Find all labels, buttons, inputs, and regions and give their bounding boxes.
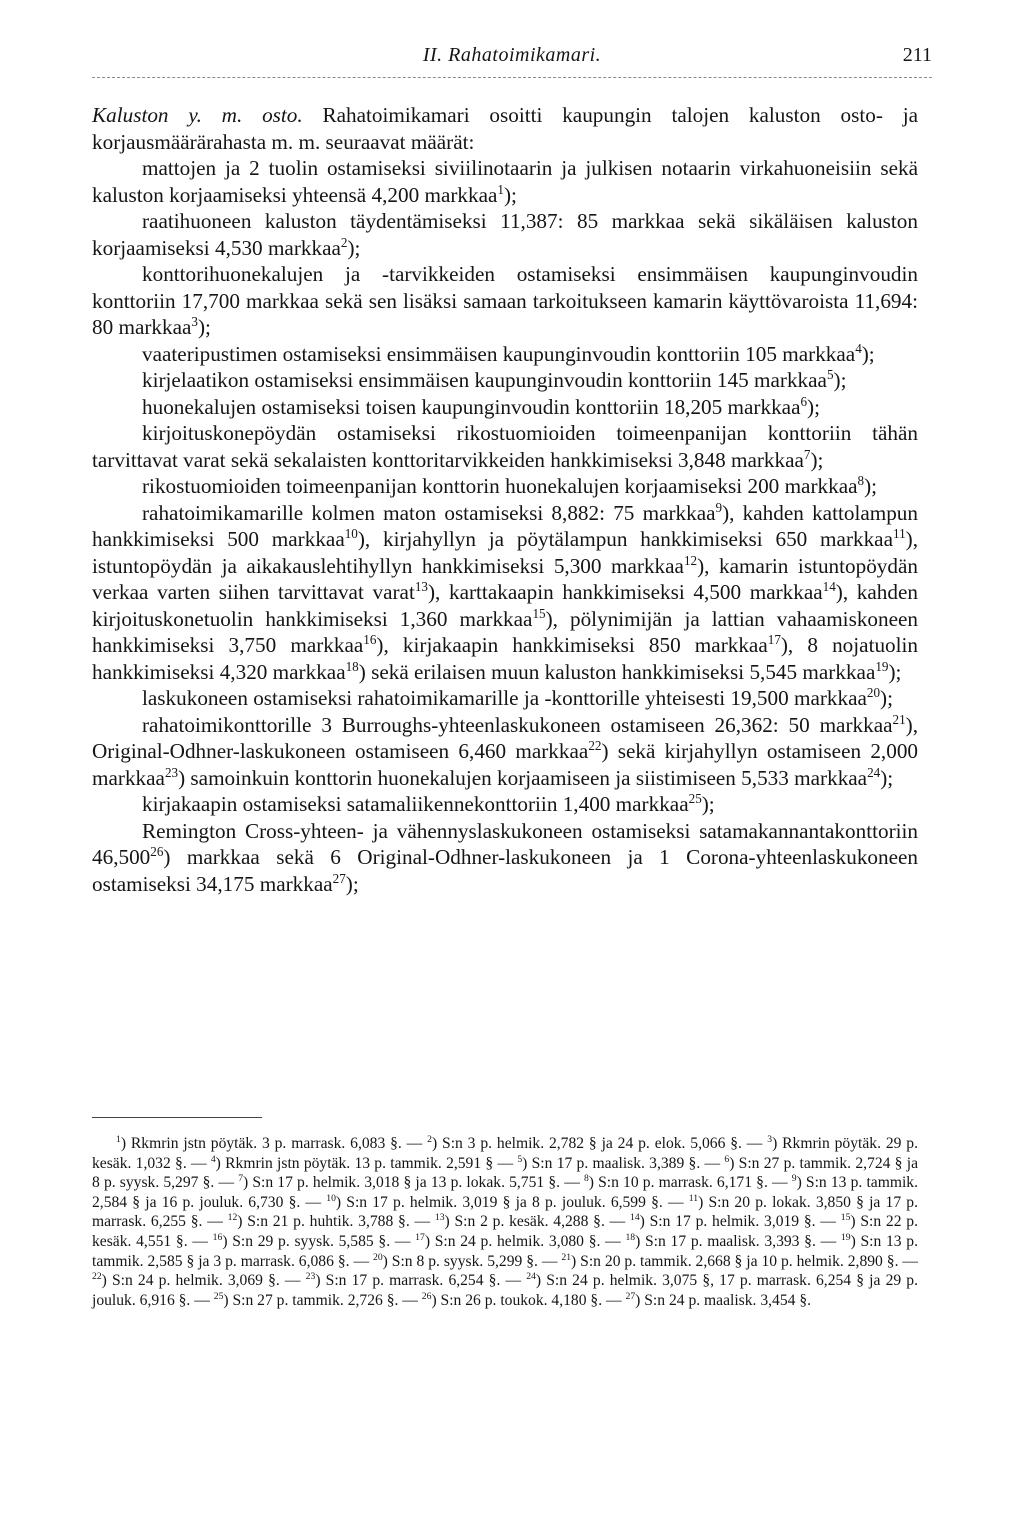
- entry-text: konttorihuonekalujen ja -tarvikkeiden ostamiseksi ensimmäisen kaupunginvoudin konttoriin 17,700 markkaa sekä sen lisäksi samaan tarkoitukseen kamarin käyttövaroista 11,694: 80 markkaa: [92, 262, 918, 339]
- entry-paragraph-rahatoimikamari: [92, 500, 918, 686]
- entry-paragraph: [92, 208, 918, 261]
- entry-text: vaateripustimen ostamiseksi ensimmäisen kaupunginvoudin konttoriin 105 markkaa: [142, 341, 856, 366]
- footnote-ref: 14: [822, 578, 836, 594]
- footnote-text: ) S:n 20 p. tammik. 2,668 § ja 10 p. helmik. 2,890 §. —: [571, 1252, 918, 1270]
- footnote-text: ) S:n 17 p. helmik. 3,019 §. —: [639, 1213, 841, 1231]
- footnote-text: ) S:n 24 p. helmik. 3,075 §, 17 p. marrask. 6,254 § ja 29 p. jouluk. 6,916 §. —: [92, 1272, 919, 1309]
- footnote-ref: 5: [826, 366, 834, 382]
- entry-punct: );: [807, 394, 820, 419]
- footnote-text: ) S:n 20 p. lokak. 3,850 § ja 17 p. marrask. 6,255 §. —: [92, 1193, 918, 1231]
- running-title: II. Rahatoimikamari.: [422, 44, 602, 66]
- footnote-ref: 16: [363, 631, 377, 647]
- footnote-number: 7: [238, 1173, 244, 1184]
- footnotes: [92, 1134, 918, 1310]
- entry-paragraph-burroughs: [92, 712, 918, 792]
- footnote-ref: 25: [688, 790, 702, 806]
- footnote-number: 11: [688, 1192, 699, 1204]
- footnote-number: 3: [767, 1133, 773, 1145]
- footnote-number: 22: [92, 1270, 102, 1282]
- section-title: Kaluston y. m. osto.: [92, 103, 303, 127]
- entry-punct: );: [347, 235, 361, 260]
- footnote-number: 27: [625, 1290, 636, 1302]
- entry-paragraph: [92, 685, 918, 712]
- footnote-ref: 2: [340, 234, 348, 250]
- entry-paragraph: [92, 261, 918, 341]
- footnote-number: 15: [840, 1212, 851, 1224]
- entries-group-a: [92, 155, 918, 500]
- entry-text: ), kamarin istuntopöydän verkaa varten siihen tarvittavat varat: [92, 553, 918, 604]
- entry-paragraph: [92, 420, 918, 473]
- entry-paragraph-remington: [92, 818, 918, 898]
- footnote-ref: 10: [344, 525, 358, 541]
- entry-text: kirjoituskonepöydän ostamiseksi rikostuomioiden toimeenpanijan konttoriin tähän tarvittavat varat sekä sekalaisten konttoritarvikkeiden hankkimiseksi 3,848 markkaa: [92, 421, 918, 472]
- entry-paragraph: [92, 367, 918, 394]
- footnote-number: 16: [212, 1231, 223, 1243]
- footnote-text: ) S:n 3 p. helmik. 2,782 § ja 24 p. elok. 5,066 §. —: [431, 1135, 768, 1152]
- footnote-ref: 12: [683, 552, 698, 568]
- footnote-ref: 4: [855, 340, 862, 356]
- footnote-number: 25: [213, 1290, 224, 1302]
- entry-punct: );: [345, 871, 359, 896]
- footnote-ref: 1: [497, 181, 504, 197]
- footnote-ref: 7: [803, 446, 811, 462]
- footnote-number: 21: [561, 1251, 572, 1263]
- entry-text: Remington Cross-yhteen- ja vähennyslaskukoneen ostamiseksi satamakannantakonttoriin 46,500: [92, 818, 918, 869]
- footnote-text: ) S:n 17 p. maalisk. 3,393 §. —: [635, 1232, 841, 1250]
- entry-text: ), kahden kattolampun hankkimiseksi 500 markkaa: [92, 500, 918, 551]
- entry-text: ) markkaa sekä 6 Original-Odhner-laskukoneen ja 1 Corona-yhteenlaskukoneen ostamiseksi 34,175 markkaa: [92, 845, 918, 896]
- footnote-text: ) S:n 29 p. syysk. 5,585 §. —: [222, 1232, 416, 1250]
- footnote-number: 8: [583, 1173, 589, 1184]
- footnote-number: 23: [305, 1270, 316, 1282]
- entries-group-b: [92, 685, 918, 712]
- footnote-text: ) S:n 22 p. kesäk. 4,551 §. —: [92, 1213, 918, 1250]
- footnote-ref: 27: [332, 870, 346, 886]
- entry-punct: );: [880, 686, 893, 710]
- footnote-text: ) S:n 17 p. helmik. 3,018 § ja 13 p. lokak. 5,751 §. —: [243, 1174, 584, 1192]
- footnote-number: 9: [791, 1173, 797, 1184]
- entry-text: kirjelaatikon ostamiseksi ensimmäisen kaupunginvoudin konttoriin 145 markkaa: [142, 368, 827, 392]
- footnote-number: 1: [116, 1133, 121, 1145]
- footnote-number: 4: [210, 1153, 216, 1165]
- footnote-text: ) S:n 8 p. syysk. 5,299 §. —: [382, 1252, 562, 1270]
- entry-paragraph: [92, 341, 918, 368]
- entry-punct: );: [833, 368, 847, 392]
- footnote-number: 18: [625, 1231, 636, 1243]
- footnote-number: 17: [415, 1231, 425, 1243]
- entry-text: ), 8 nojatuolin hankkimiseksi 4,320 markkaa: [92, 633, 919, 684]
- footnote-ref: 8: [857, 472, 865, 488]
- footnote-ref: 3: [191, 313, 198, 329]
- footnote-text: ) S:n 24 p. helmik. 3,069 §. —: [101, 1272, 306, 1290]
- footnote-text: ) S:n 27 p. tammik. 2,726 §. —: [223, 1291, 422, 1309]
- footnote-number: 2: [427, 1133, 432, 1145]
- footnote-text: ) Rkmrin jstn pöytäk. 13 p. tammik. 2,591 § —: [215, 1154, 518, 1172]
- footnote-rule: [92, 1117, 262, 1118]
- entry-text: ) samoinkuin konttorin huonekalujen korjaamiseen ja siistimiseen 5,533 markkaa: [178, 765, 868, 790]
- body-text: [92, 102, 918, 897]
- footnote-ref: 11: [893, 525, 906, 541]
- entry-text: mattojen ja 2 tuolin ostamiseksi siviilinotaarin ja julkisen notaarin virkahuoneisiin sekä kaluston korjaamiseksi yhteensä 4,200 markkaa: [92, 156, 918, 207]
- footnote-text: ) S:n 17 p. helmik. 3,019 § ja 8 p. jouluk. 6,599 §. —: [335, 1193, 689, 1211]
- footnote-number: 5: [517, 1153, 523, 1165]
- entries-group-c: [92, 791, 918, 818]
- footnote-text: ) S:n 10 p. marrask. 6,171 §. —: [588, 1174, 792, 1192]
- footnote-ref: 18: [345, 658, 359, 674]
- entry-text: ), kahden kirjoituskonetuolin hankkimiseksi 1,360 markkaa: [92, 580, 918, 631]
- footnote-ref: 20: [866, 684, 881, 700]
- footnote-ref: 15: [532, 605, 546, 621]
- footnote-number: 24: [526, 1270, 536, 1282]
- page-number: 211: [902, 44, 932, 66]
- entry-punct: );: [503, 182, 517, 207]
- footnote-number: 14: [630, 1212, 640, 1224]
- footnote-ref: 24: [867, 764, 881, 780]
- footnote-text: ) Rkmrin jstn pöytäk. 3 p. marrask. 6,083 §. —: [120, 1135, 428, 1152]
- footnote-text: ) S:n 13 p. tammik. 2,585 § ja 3 p. marrask. 6,086 §. —: [92, 1232, 919, 1270]
- footnote-ref: 21: [892, 711, 906, 727]
- footnote-ref: 22: [588, 737, 602, 753]
- entry-punct: );: [864, 474, 878, 498]
- footnote-ref: 9: [715, 499, 723, 515]
- footnote-text: ) S:n 27 p. tammik. 2,724 § ja 8 p. syysk. 5,297 §. —: [92, 1154, 919, 1192]
- entry-text: rikostuomioiden toimeenpanijan konttorin huonekalujen korjaamiseksi 200 markkaa: [142, 474, 858, 498]
- entry-text: ), pölynimijän ja lattian vahaamiskoneen hankkimiseksi 3,750 markkaa: [92, 606, 918, 657]
- footnote-text: ) S:n 24 p. maalisk. 3,454 §.: [635, 1291, 812, 1309]
- footnote-ref: 26: [150, 843, 164, 859]
- footnote-text: ) S:n 2 p. kesäk. 4,288 §. —: [444, 1213, 630, 1231]
- footnote-ref: 19: [875, 658, 889, 674]
- footnote-text: ) S:n 21 p. huhtik. 3,788 §. —: [237, 1213, 435, 1231]
- entry-punct: );: [880, 765, 894, 790]
- footnote-ref: 6: [800, 393, 808, 409]
- entry-paragraph: [92, 394, 918, 421]
- entry-paragraph: [92, 791, 918, 818]
- entry-text: ) sekä kirjahyllyn ostamiseen 2,000 markkaa: [92, 739, 919, 790]
- footnote-number: 12: [227, 1212, 238, 1224]
- footnote-number: 20: [372, 1251, 383, 1263]
- footnote-text: ) S:n 17 p. marrask. 6,254 §. —: [315, 1272, 527, 1290]
- page-header: [92, 44, 932, 72]
- entry-punct: );: [861, 341, 875, 366]
- entry-text: ) sekä erilaisen muun kaluston hankkimiseksi 5,545 markkaa: [358, 659, 876, 684]
- footnote-text: ) S:n 17 p. maalisk. 3,389 §. —: [522, 1154, 725, 1172]
- footnote-ref: 13: [414, 578, 428, 594]
- header-rule: [92, 77, 932, 78]
- entry-punct: );: [810, 447, 824, 472]
- entry-paragraph: [92, 473, 918, 500]
- entry-text: kirjakaapin ostamiseksi satamaliikennekonttoriin 1,400 markkaa: [142, 792, 689, 816]
- footnote-number: 10: [326, 1192, 336, 1204]
- section-intro: [92, 102, 918, 155]
- entry-text: laskukoneen ostamiseksi rahatoimikamarille ja -konttorille yhteisesti 19,500 markkaa: [142, 686, 867, 710]
- entry-text: rahatoimikamarille kolmen maton ostamiseksi 8,882: 75 markkaa: [142, 500, 716, 525]
- footnote-text: ) S:n 26 p. toukok. 4,180 §. —: [431, 1291, 626, 1309]
- entry-text: ), Original-Odhner-laskukoneen ostamiseen 6,460 markkaa: [92, 712, 918, 763]
- entry-text: ), kirjahyllyn ja pöytälampun hankkimiseksi 650 markkaa: [357, 527, 893, 551]
- entry-text: huonekalujen ostamiseksi toisen kaupunginvoudin konttoriin 18,205 markkaa: [142, 394, 801, 419]
- section-intro-text: Rahatoimikamari osoitti kaupungin talojen kaluston osto- ja korjausmäärärahasta m. m. seuraavat määrät:: [92, 103, 918, 154]
- entry-text: raatihuoneen kaluston täydentämiseksi 11,387: 85 markkaa sekä sikäläisen kaluston korjaamiseksi 4,530 markkaa: [92, 209, 918, 260]
- footnote-text: ) Rkmrin pöytäk. 29 p. kesäk. 1,032 §. —: [92, 1135, 918, 1172]
- entry-punct: );: [701, 792, 715, 816]
- entry-punct: );: [888, 659, 902, 684]
- footnote-ref: 17: [767, 631, 781, 647]
- footnote-text: ) S:n 24 p. helmik. 3,080 §. —: [424, 1232, 626, 1250]
- entry-text: ), kirjakaapin hankkimiseksi 850 markkaa: [376, 633, 768, 657]
- footnote-text: ) S:n 13 p. tammik. 2,584 § ja 16 p. jouluk. 6,730 §. —: [92, 1174, 918, 1211]
- footnote-ref: 23: [164, 764, 179, 780]
- footnote-number: 13: [434, 1212, 445, 1224]
- footnote-number: 26: [421, 1290, 432, 1302]
- footnote-number: 19: [840, 1231, 851, 1243]
- entry-punct: );: [197, 315, 211, 339]
- entry-text: ), istuntopöydän ja aikakauslehtihyllyn hankkimiseksi 5,300 markkaa: [92, 527, 918, 578]
- footnote-number: 6: [724, 1153, 730, 1165]
- entry-text: ), karttakaapin hankkimiseksi 4,500 markkaa: [427, 580, 823, 604]
- entry-paragraph: [92, 155, 918, 208]
- entry-text: rahatoimikonttorille 3 Burroughs-yhteenlaskukoneen ostamiseen 26,362: 50 markkaa: [142, 712, 893, 737]
